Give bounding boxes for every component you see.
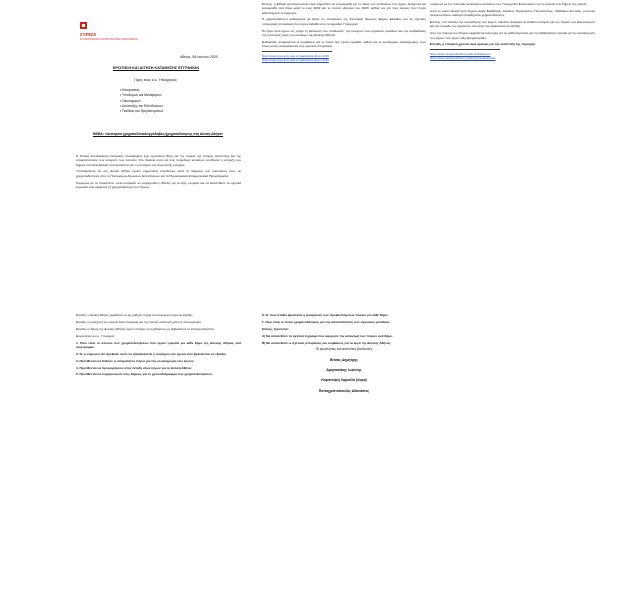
footnote-link[interactable]: https://www.ministryofinterior.gr/dimoi/xrimatodotiseis xyxy=(430,56,496,61)
signatory-name: Παπαχριστόπουλος Αθανάσιος xyxy=(318,388,370,393)
footnote-link[interactable]: https://www.ypes.gr/synolo-xrimatodotisis-dimon-2020 xyxy=(262,57,329,62)
paragraph: Επίσης, στο πλαίσιο της προώθησης των έργων, κρίνεται αναγκαίο να δοθούν στοιχεία για την πορεία των διαγωνισμών και την πρόοδο των εργασιών στα έργα που βρίσκονται σε εξέλιξη. xyxy=(430,20,595,29)
request-heading: Επίσης ζητούνται: xyxy=(262,326,289,331)
question-heading: Ερωτώνται οι κ.κ. Υπουργοί: xyxy=(76,333,115,338)
footnote xyxy=(430,57,595,61)
paragraph: Υπενθυμίζεται ότι στη Δυτική Αθήνα έγιναν σημαντικές επενδύσεις κατά τη διάρκεια των τελευταίων ετών με χρηματοδοτήσεις από το Πρόγραμμα Δημοσίων Επενδύσεων και τα Περιφερειακά Επιχειρησιακά Προγράμματα. xyxy=(76,169,241,178)
paragraph: Ενδεικτικά, αναφέρονται οι συμβάσεις και τα ποσά που έχουν εγκριθεί, καθώς και οι προθεσμίες ολοκλήρωσης τους όπως αυτές αναγράφονται στις σχετικές αποφάσεις. xyxy=(262,39,426,49)
footnote xyxy=(262,59,426,63)
recipient-item: • Οικονομικών xyxy=(120,99,220,104)
paragraph: Από την πλευρά των δήμων εκφράζεται ανησυχία για τις καθυστερήσεις και την αβεβαιότητα σχετικά με την ολοκλήρωση των έργων που έχουν ήδη δρομολογηθεί. xyxy=(430,31,595,40)
logo-name: ΣΥΡΙΖΑ xyxy=(80,32,97,37)
paragraph: Επειδή, η συνέχιση των έργων είναι αναγκαία για την τοπική ανάπτυξη και την απασχόληση. xyxy=(76,319,202,324)
party-logo xyxy=(80,22,142,48)
page1-column-1 xyxy=(76,154,241,304)
signatory-name: Δραγασάκης Ιωάννης xyxy=(326,368,362,373)
signatory-name: Βίτσας Δημήτρης xyxy=(330,357,358,362)
logo-subtitle: ΣΥΝΑΣΠΙΣΜΟΣ ΡΙΖΟΣΠΑΣΤΙΚΗΣ ΑΡΙΣΤΕΡΑΣ xyxy=(80,38,138,41)
recipient-item: • Υποδομών και Μεταφορών xyxy=(120,93,220,98)
paragraph: Επειδή, η επόμενη χρονιά είναι κρίσιμη για την ανάπτυξη της περιοχής. xyxy=(430,42,536,47)
paragraph: Αυτό το ποσό αφορά τους δήμους Αγίας Βαρβάρας, Αιγάλεω, Περιστερίου, Πετρούπολης, Χαϊδαρίου και Ιλίου, οι οποίοι αντιμετωπίζουν σοβαρά προβλήματα χρηματοδότησης. xyxy=(430,8,595,18)
addressee: Προς τους κ.κ. Υπουργούς: xyxy=(134,78,178,82)
question-item: 2. Σε τι ενέργειες θα προβούν ώστε να εξασφαλιστεί η συνέχιση των έργων που βρίσκονται σε εξέλιξη; xyxy=(76,351,227,356)
question-item: 6. Σε ποιο στάδιο βρίσκεται η εκταμίευση των προβλεπόμενων ποσών για κάθε δήμο; xyxy=(262,313,389,317)
paragraph: Επίσης, η Εθνική Αντιπροσωπεία είναι σημαντικό να ενημερωθεί για το ύψος των κονδυλίων που έχουν δεσμευτεί και εκταμιευθεί ανά δήμο κατά το έτος 2019 και το πρώτο εξάμηνο του 2020, καθώς και για τους λόγους που τυχόν καθυστερούν οι εγκρίσεις. xyxy=(262,2,426,15)
question-item: 4. Προτίθενται να προχωρήσουν στην ένταξη νέων έργων για τη Δυτική Αθήνα; xyxy=(76,365,192,370)
signatory-name: Καφαντάρη Χαρούλα (Χαρά) xyxy=(321,378,367,383)
paragraph: Τα έργα αυτά έχουν ως στόχο τη βελτίωση των υποδομών, την ενίσχυση των σχολικών μονάδων και την αναβάθμιση της ποιότητας ζωής των κατοίκων της Δυτικής Αθήνας. xyxy=(262,28,426,37)
subject-line: ΘΕΜΑ: «Ανισηκασ χρηματοδοτικά/εργολαβίες/χρηματοδότησης στη Δυτική Αθήνα» xyxy=(92,132,224,136)
footnote-divider xyxy=(430,49,500,50)
question-item: 5. Προτίθενται να ενημερώσουν τους δήμους για το χρονοδιάγραμμα των χρηματοδοτήσεων; xyxy=(76,372,213,377)
recipient-list xyxy=(120,88,220,114)
paragraph: Η χρηματοδότηση καθορίζεται με βάση τις αποφάσεις της Κεντρικής Ένωσης Δήμων Ελλάδος και τις σχετικές υπουργικές αποφάσεις που έχουν εκδοθεί από τα αρμόδια Υπουργεία. xyxy=(262,17,426,26)
request-item: Α) Να κατατεθούν τα σχετικά έγγραφα που αφορούν την κατανομή των πόρων ανά δήμο. xyxy=(262,333,393,338)
question-item: 1. Ποιο είναι το σύνολο των χρηματοδοτήσεων που έχουν εγκριθεί για κάθε δήμο της Δυτικής Αθήνας ανά πρόγραμμα; xyxy=(76,340,241,349)
paragraph: Η Τοπική Αυτοδιοίκηση εκλογικής πλειοψηφίας έχει σημαντική θέση για την πορεία της τοπικής ανάπτυξης και της αποκατάστασης των αναγκών των πολιτών. Στο πλαίσιο αυτό και στις περιόδους εκτάκτων συνθηκών η στήριξη των δήμων αποτελεί βασική προτεραιότητα για τη συνέχιση της κοινωνικής συνοχής. xyxy=(76,154,241,167)
page1-column-2 xyxy=(262,2,426,302)
signatories-heading: Οι ερωτώντες και αιτούντες βουλευτές xyxy=(315,347,373,352)
footnote-divider xyxy=(262,51,332,52)
recipient-item: • Επικρατείας xyxy=(120,88,220,93)
paragraph: σύμφωνα με τον τελευταίο εκτεταμένο κατάλογο του Υπουργείου Εσωτερικών για το σύνολο των δήμων της χώρας. xyxy=(430,2,588,6)
document-date: Αθήνα, 08 Ιουνίου 2020 xyxy=(180,55,218,59)
page2-column-1 xyxy=(76,313,241,598)
recipient-item: • Ανάπτυξης και Επενδύσεων xyxy=(120,104,220,109)
paragraph: Επειδή, η Δυτική Αθήνα χρειάζεται να μη χαθούν πόροι που αφορούν έργα σε εξέλιξη. xyxy=(76,313,194,317)
logo-mark-icon xyxy=(80,22,87,29)
page-title: ΕΡΩΤΗΣΗ ΚΑΙ ΑΙΤΗΣΗ ΚΑΤΑΘΕΣΗΣ ΕΓΓΡΑΦΩΝ xyxy=(112,66,200,70)
question-item: 7. Ποιο είναι το ποσό χρηματοδότησης για την αποκατάσταση των σχολικών μονάδων; xyxy=(262,319,391,324)
paragraph: Σύμφωνα με τα παραπάνω, είναι αναγκαία να ενημερωθεί η Βουλή για τα εξής στοιχεία και να κατατεθούν τα σχετικά έγγραφα που αφορούν τη χρηματοδότηση των δήμων. xyxy=(76,180,241,189)
footnote-link[interactable]: https://www.ypes.gr/synolo-xrimatodotisis-dimon-2019 xyxy=(262,54,329,59)
page1-column-3 xyxy=(430,2,595,302)
footnote-link[interactable]: https://www.ministryofinterior.gr/dimoi/anakoinosi xyxy=(430,52,491,57)
question-item: 3. Προτίθενται να δοθούν οι απαραίτητοι πόροι για την ολοκλήρωση των έργων; xyxy=(76,358,195,363)
document-page-2 xyxy=(0,305,640,603)
page2-column-2 xyxy=(262,313,426,598)
paragraph: Επειδή, οι δήμοι της Δυτικής Αθήνας έχουν ανάγκη να σχεδιάσουν με βεβαιότητα τα επόμενα βήματα. xyxy=(76,326,215,331)
request-item: Β) Να κατατεθούν οι σχετικές αποφάσεις και συμβάσεις για τα έργα της Δυτικής Αθήνας. xyxy=(262,340,392,345)
recipient-item: • Παιδείας και Θρησκευμάτων xyxy=(120,109,220,114)
